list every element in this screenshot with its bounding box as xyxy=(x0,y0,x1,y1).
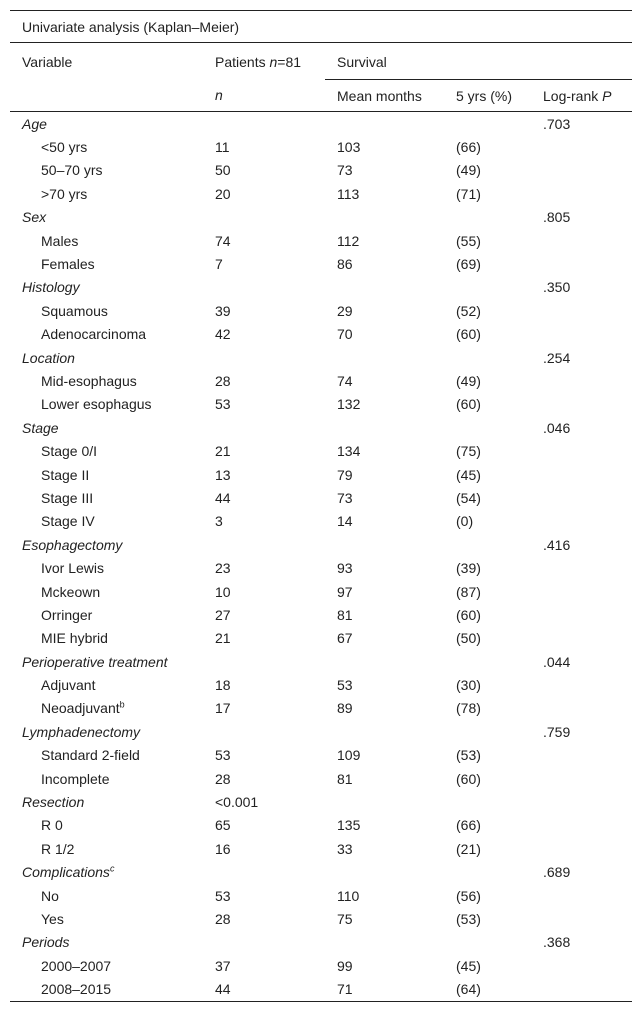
row-mean-months: 73 xyxy=(337,489,353,506)
row-label-text: R 1/2 xyxy=(41,840,75,857)
row-mean-months: 112 xyxy=(337,232,360,249)
group-n-cell: <0.001 xyxy=(215,794,259,811)
row-label-text: 2008–2015 xyxy=(41,981,112,998)
header-variable: Variable xyxy=(22,54,73,71)
row-mean-months: 29 xyxy=(337,302,353,319)
group-row xyxy=(10,112,632,136)
row-label xyxy=(10,977,203,1001)
row-five-yrs: (69) xyxy=(456,256,481,273)
row-logrank-blank xyxy=(531,627,632,650)
row-label xyxy=(10,627,203,650)
row-mean-months: 113 xyxy=(337,185,360,202)
row-mean-months: 134 xyxy=(337,443,361,460)
group-logrank-p: .254 xyxy=(543,349,571,366)
row-label-text: Stage 0/I xyxy=(41,443,98,460)
row-label-text: Squamous xyxy=(41,302,108,319)
row-n: 28 xyxy=(215,910,231,927)
row-mean-months: 70 xyxy=(337,326,353,343)
row-mean-months: 73 xyxy=(337,162,353,179)
table-caption-row xyxy=(10,11,632,43)
group-row xyxy=(10,790,632,813)
row-label-text: No xyxy=(41,887,59,904)
row-mean-months: 135 xyxy=(337,817,361,834)
table-row xyxy=(10,486,632,509)
group-label-text: Periods xyxy=(22,934,70,951)
row-five-yrs: (55) xyxy=(456,232,481,249)
group-label xyxy=(10,112,203,136)
table-body xyxy=(10,112,632,1002)
row-label xyxy=(10,135,203,158)
row-logrank-blank xyxy=(531,884,632,907)
header-five-yrs: 5 yrs (%) xyxy=(444,80,531,112)
row-label xyxy=(10,580,203,603)
table-row xyxy=(10,463,632,486)
group-pct-cell xyxy=(444,346,531,369)
row-label xyxy=(10,673,203,696)
row-five-yrs: (60) xyxy=(456,770,481,787)
group-label-text: Sex xyxy=(22,209,47,226)
row-label xyxy=(10,486,203,509)
group-row xyxy=(10,720,632,743)
group-n-cell xyxy=(203,931,325,954)
group-label-text: Age xyxy=(22,115,47,132)
row-logrank-blank xyxy=(531,510,632,533)
group-label-text: Perioperative treatment xyxy=(22,653,168,670)
row-label xyxy=(10,182,203,205)
row-five-yrs: (71) xyxy=(456,185,481,202)
row-five-yrs: (60) xyxy=(456,396,481,413)
table-row xyxy=(10,510,632,533)
group-pct-cell xyxy=(444,112,531,136)
table-row xyxy=(10,135,632,158)
row-label xyxy=(10,393,203,416)
group-row xyxy=(10,416,632,439)
group-logrank-p: .805 xyxy=(543,209,571,226)
row-n: 21 xyxy=(215,443,231,460)
row-mean-months: 89 xyxy=(337,700,353,717)
group-logrank-p: .759 xyxy=(543,723,571,740)
row-logrank-blank xyxy=(531,252,632,275)
header-logrank xyxy=(531,80,632,112)
group-label xyxy=(10,533,203,556)
group-mean-cell xyxy=(325,276,444,299)
group-n-cell xyxy=(203,650,325,673)
group-pct-cell xyxy=(444,861,531,884)
table-row xyxy=(10,252,632,275)
row-label-text: Incomplete xyxy=(41,770,110,787)
table-row xyxy=(10,673,632,696)
group-row xyxy=(10,346,632,369)
row-label-text: Stage IV xyxy=(41,513,95,530)
table-row xyxy=(10,697,632,720)
group-label xyxy=(10,931,203,954)
group-pct-cell xyxy=(444,650,531,673)
table-row xyxy=(10,814,632,837)
group-pct-cell xyxy=(444,206,531,229)
group-logrank-p: .368 xyxy=(543,934,571,951)
header-mean-months: Mean months xyxy=(325,80,444,112)
group-label-text: Complications xyxy=(22,864,110,881)
group-n-cell xyxy=(203,346,325,369)
row-mean-months: 132 xyxy=(337,396,361,413)
row-label xyxy=(10,814,203,837)
row-five-yrs: (39) xyxy=(456,560,481,577)
row-n: 20 xyxy=(215,185,231,202)
group-mean-cell xyxy=(325,790,444,813)
group-label xyxy=(10,206,203,229)
row-n: 44 xyxy=(215,489,231,506)
row-logrank-blank xyxy=(531,229,632,252)
row-label-text: <50 yrs xyxy=(41,139,88,156)
header-patients xyxy=(203,43,325,80)
row-logrank-blank xyxy=(531,556,632,579)
row-five-yrs: (75) xyxy=(456,443,481,460)
table-row xyxy=(10,369,632,392)
group-label xyxy=(10,276,203,299)
row-label-text: Mckeown xyxy=(41,583,101,600)
row-label-text: 2000–2007 xyxy=(41,957,112,974)
row-logrank-blank xyxy=(531,673,632,696)
row-five-yrs: (60) xyxy=(456,606,481,623)
table-row xyxy=(10,954,632,977)
table-row xyxy=(10,767,632,790)
table-row xyxy=(10,182,632,205)
row-five-yrs: (49) xyxy=(456,162,481,179)
row-mean-months: 79 xyxy=(337,466,353,483)
row-label xyxy=(10,252,203,275)
group-label-text: Resection xyxy=(22,794,85,811)
row-five-yrs: (66) xyxy=(456,817,481,834)
group-row xyxy=(10,861,632,884)
row-logrank-blank xyxy=(531,486,632,509)
row-five-yrs: (50) xyxy=(456,630,481,647)
row-n: 37 xyxy=(215,957,231,974)
group-n-cell xyxy=(203,416,325,439)
table-row xyxy=(10,627,632,650)
group-label-footnote: c xyxy=(109,863,115,874)
group-mean-cell xyxy=(325,650,444,673)
survival-table xyxy=(10,10,632,1002)
group-pct-cell xyxy=(444,720,531,743)
group-n-cell xyxy=(203,112,325,136)
row-n: 42 xyxy=(215,326,231,343)
row-n: 13 xyxy=(215,466,231,483)
row-n: 17 xyxy=(215,700,231,717)
row-logrank-blank xyxy=(531,323,632,346)
row-mean-months: 14 xyxy=(337,513,353,530)
row-n: 53 xyxy=(215,396,231,413)
header-n: n xyxy=(203,80,325,112)
group-label xyxy=(10,861,203,884)
row-label-text: Standard 2-field xyxy=(41,747,140,764)
row-five-yrs: (54) xyxy=(456,489,481,506)
row-n: 50 xyxy=(215,162,231,179)
row-label xyxy=(10,510,203,533)
group-n-cell xyxy=(203,861,325,884)
row-n: 53 xyxy=(215,887,231,904)
table-row xyxy=(10,837,632,860)
header-blank xyxy=(10,80,203,112)
group-pct-cell xyxy=(444,931,531,954)
header-patients-eq: =81 xyxy=(277,54,302,71)
group-label-text: Lymphadenectomy xyxy=(22,723,141,740)
row-mean-months: 93 xyxy=(337,560,353,577)
table-row xyxy=(10,977,632,1001)
row-logrank-blank xyxy=(531,182,632,205)
row-five-yrs: (49) xyxy=(456,372,481,389)
header-row-2 xyxy=(10,80,632,112)
row-label xyxy=(10,767,203,790)
table-row xyxy=(10,580,632,603)
row-five-yrs: (21) xyxy=(456,840,481,857)
table-row xyxy=(10,229,632,252)
header-patients-prefix: Patients xyxy=(215,54,270,71)
row-logrank-blank xyxy=(531,907,632,930)
row-label xyxy=(10,884,203,907)
row-label-text: Females xyxy=(41,256,95,273)
group-label-text: Stage xyxy=(22,419,59,436)
row-n: 65 xyxy=(215,817,231,834)
row-label xyxy=(10,323,203,346)
group-label-text: Location xyxy=(22,349,75,366)
group-mean-cell xyxy=(325,346,444,369)
table-row xyxy=(10,744,632,767)
row-five-yrs: (52) xyxy=(456,302,481,319)
group-pct-cell xyxy=(444,790,531,813)
row-label-text: Orringer xyxy=(41,606,93,623)
header-logrank-p: P xyxy=(602,87,612,104)
row-logrank-blank xyxy=(531,393,632,416)
row-logrank-blank xyxy=(531,463,632,486)
group-logrank-p: .350 xyxy=(543,279,571,296)
row-logrank-blank xyxy=(531,767,632,790)
row-label-footnote: b xyxy=(119,699,125,710)
row-mean-months: 71 xyxy=(325,977,444,1001)
row-n: 11 xyxy=(215,139,230,156)
row-label xyxy=(10,907,203,930)
row-logrank-blank xyxy=(531,603,632,626)
group-n-cell xyxy=(203,533,325,556)
table-row xyxy=(10,884,632,907)
row-n: 10 xyxy=(215,583,231,600)
row-n: 3 xyxy=(215,513,223,530)
group-logrank-p: .416 xyxy=(543,536,571,553)
row-label xyxy=(10,556,203,579)
row-mean-months: 86 xyxy=(337,256,353,273)
group-label xyxy=(10,416,203,439)
row-n: 27 xyxy=(215,606,231,623)
group-row xyxy=(10,931,632,954)
group-logrank-p: .046 xyxy=(543,419,571,436)
row-label-text: Adjuvant xyxy=(41,677,96,694)
group-label-text: Histology xyxy=(22,279,80,296)
row-logrank-blank xyxy=(531,977,632,1001)
row-five-yrs: (87) xyxy=(456,583,481,600)
row-mean-months: 103 xyxy=(337,139,361,156)
row-mean-months: 67 xyxy=(337,630,353,647)
row-n: 53 xyxy=(215,747,231,764)
row-label-text: Mid-esophagus xyxy=(41,372,137,389)
group-label xyxy=(10,650,203,673)
group-logrank-p xyxy=(531,790,632,813)
group-mean-cell xyxy=(325,416,444,439)
row-label xyxy=(10,159,203,182)
group-mean-cell xyxy=(325,112,444,136)
group-logrank-p: .044 xyxy=(543,653,571,670)
header-logrank-prefix: Log-rank xyxy=(543,87,603,104)
row-logrank-blank xyxy=(531,744,632,767)
row-five-yrs: (53) xyxy=(456,910,481,927)
row-n: 74 xyxy=(215,232,231,249)
row-five-yrs: (0) xyxy=(456,513,474,530)
row-five-yrs: (78) xyxy=(456,700,481,717)
row-label-text: Neoadjuvant xyxy=(41,700,120,717)
group-label xyxy=(10,790,203,813)
row-label xyxy=(10,697,203,720)
row-five-yrs: (30) xyxy=(456,677,481,694)
table-row xyxy=(10,159,632,182)
row-label-text: Stage II xyxy=(41,466,90,483)
group-pct-cell xyxy=(444,416,531,439)
row-n: 23 xyxy=(215,560,231,577)
row-label-text: Males xyxy=(41,232,79,249)
group-row xyxy=(10,206,632,229)
row-five-yrs: (53) xyxy=(456,747,481,764)
row-mean-months: 99 xyxy=(337,957,353,974)
row-mean-months: 109 xyxy=(337,747,361,764)
row-mean-months: 81 xyxy=(337,606,353,623)
row-n: 44 xyxy=(203,977,325,1001)
row-n: 39 xyxy=(215,302,231,319)
row-five-yrs: (66) xyxy=(456,139,481,156)
table-row xyxy=(10,439,632,462)
row-label xyxy=(10,463,203,486)
group-logrank-p: .703 xyxy=(543,115,571,132)
row-logrank-blank xyxy=(531,299,632,322)
header-patients-n: n xyxy=(269,54,278,71)
group-logrank-p: .689 xyxy=(543,864,571,881)
row-logrank-blank xyxy=(531,159,632,182)
row-n: 21 xyxy=(215,630,231,647)
table-row xyxy=(10,907,632,930)
row-logrank-blank xyxy=(531,439,632,462)
row-label xyxy=(10,603,203,626)
group-n-cell xyxy=(203,720,325,743)
group-n-cell xyxy=(203,206,325,229)
row-logrank-blank xyxy=(531,697,632,720)
row-mean-months: 33 xyxy=(337,840,353,857)
row-label xyxy=(10,369,203,392)
group-label-text: Esophagectomy xyxy=(22,536,123,553)
row-logrank-blank xyxy=(531,135,632,158)
group-mean-cell xyxy=(325,206,444,229)
row-mean-months: 110 xyxy=(337,887,360,904)
row-label-text: Lower esophagus xyxy=(41,396,152,413)
row-label xyxy=(10,299,203,322)
row-label-text: Yes xyxy=(41,910,64,927)
row-label-text: R 0 xyxy=(41,817,63,834)
row-n: 16 xyxy=(215,840,231,857)
row-mean-months: 74 xyxy=(337,372,353,389)
table-caption: Univariate analysis (Kaplan–Meier) xyxy=(10,11,632,43)
table-row xyxy=(10,299,632,322)
row-label xyxy=(10,837,203,860)
row-logrank-blank xyxy=(531,837,632,860)
row-n: 18 xyxy=(215,677,231,694)
row-label-text: MIE hybrid xyxy=(41,630,108,647)
row-logrank-blank xyxy=(531,954,632,977)
row-five-yrs: (56) xyxy=(456,887,481,904)
group-n-cell xyxy=(203,276,325,299)
row-five-yrs: (45) xyxy=(456,466,481,483)
row-label-text: 50–70 yrs xyxy=(41,162,103,179)
table-row xyxy=(10,556,632,579)
row-mean-months: 81 xyxy=(337,770,353,787)
row-label xyxy=(10,744,203,767)
row-label xyxy=(10,439,203,462)
row-five-yrs: (64) xyxy=(444,977,531,1001)
row-label-text: >70 yrs xyxy=(41,185,88,202)
row-label xyxy=(10,954,203,977)
row-n: 28 xyxy=(215,770,231,787)
row-label xyxy=(10,229,203,252)
group-mean-cell xyxy=(325,533,444,556)
row-n: 28 xyxy=(215,372,231,389)
group-pct-cell xyxy=(444,276,531,299)
table-row xyxy=(10,603,632,626)
group-mean-cell xyxy=(325,931,444,954)
header-survival: Survival xyxy=(325,43,632,80)
group-row xyxy=(10,533,632,556)
row-label-text: Ivor Lewis xyxy=(41,560,105,577)
row-mean-months: 53 xyxy=(337,677,353,694)
group-mean-cell xyxy=(325,720,444,743)
group-pct-cell xyxy=(444,533,531,556)
group-row xyxy=(10,276,632,299)
group-label xyxy=(10,720,203,743)
group-mean-cell xyxy=(325,861,444,884)
row-logrank-blank xyxy=(531,580,632,603)
row-mean-months: 75 xyxy=(337,910,353,927)
row-logrank-blank xyxy=(531,814,632,837)
row-label-text: Stage III xyxy=(41,489,94,506)
row-five-yrs: (45) xyxy=(456,957,481,974)
row-mean-months: 97 xyxy=(337,583,353,600)
header-row-1 xyxy=(10,43,632,80)
table-row xyxy=(10,393,632,416)
row-n: 7 xyxy=(215,256,223,273)
group-label xyxy=(10,346,203,369)
row-logrank-blank xyxy=(531,369,632,392)
group-row xyxy=(10,650,632,673)
table-row xyxy=(10,323,632,346)
row-label-text: Adenocarcinoma xyxy=(41,326,147,343)
row-five-yrs: (60) xyxy=(456,326,481,343)
